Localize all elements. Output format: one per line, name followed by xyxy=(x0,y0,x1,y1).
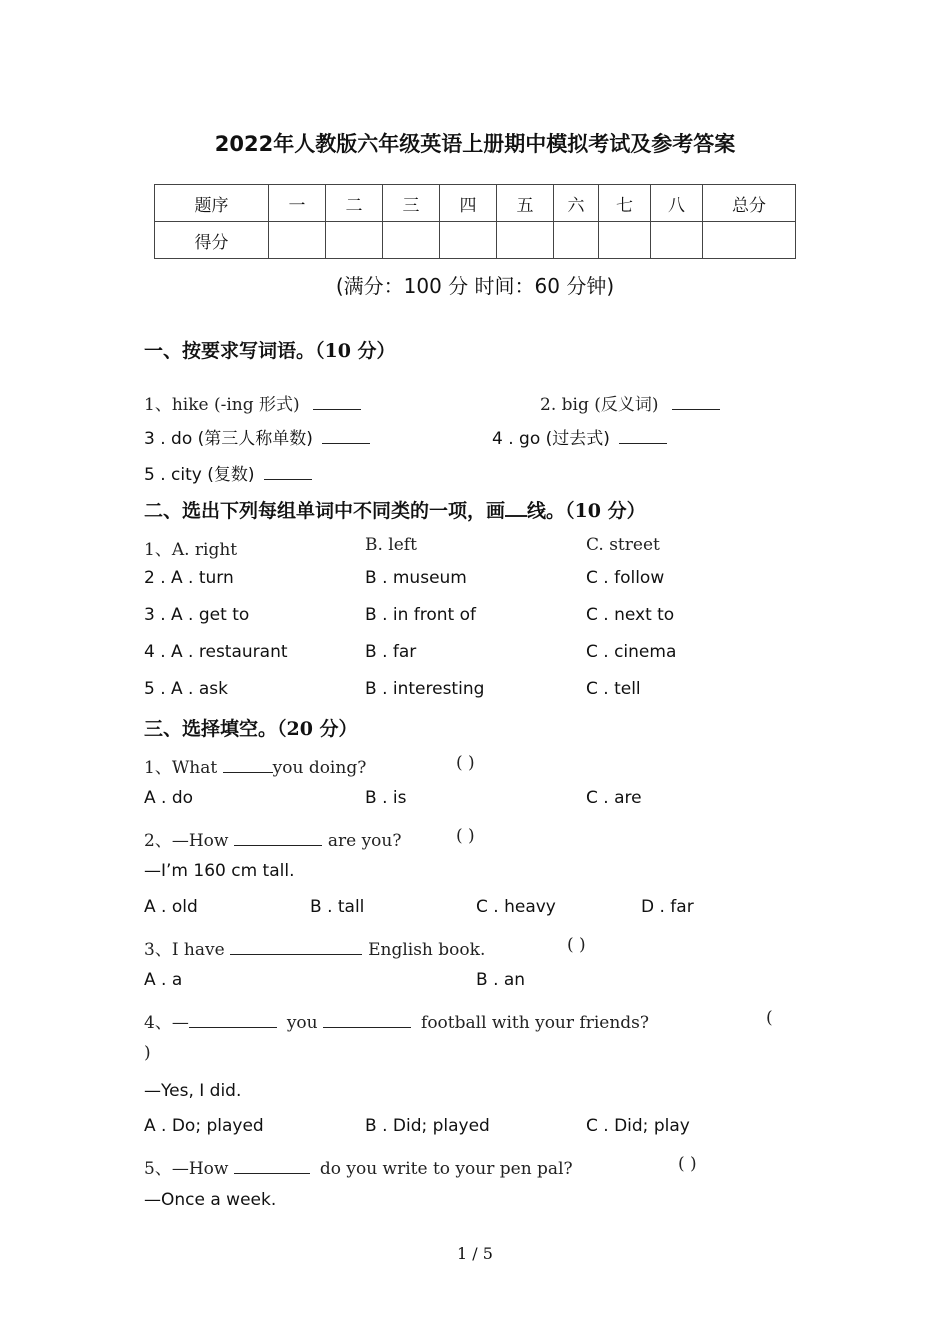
question-text: 3、I have xyxy=(144,940,225,960)
answer-paren[interactable]: ( ) xyxy=(567,935,586,955)
table-cell: 七 xyxy=(599,185,651,222)
question xyxy=(144,390,361,415)
option-c[interactable]: C . next to xyxy=(586,605,675,625)
score-cell[interactable] xyxy=(383,222,440,259)
option-a[interactable]: 1、A. right xyxy=(144,540,238,560)
answer-paren[interactable]: ( ) xyxy=(456,826,475,846)
question-text: you xyxy=(286,1013,318,1033)
answer-blank[interactable] xyxy=(234,831,322,846)
exam-info: (满分：100 分 时间：60 分钟) xyxy=(335,274,615,298)
option-c[interactable]: C . Did; play xyxy=(586,1116,690,1136)
dialog-reply: —Yes, I did. xyxy=(144,1081,242,1101)
option-b[interactable]: B . in front of xyxy=(365,605,477,625)
option-b[interactable]: B . tall xyxy=(310,897,365,917)
score-table-header-row xyxy=(155,185,796,222)
answer-blank[interactable] xyxy=(313,395,361,410)
table-cell: 题序 xyxy=(155,185,269,222)
question xyxy=(144,826,401,851)
score-cell[interactable] xyxy=(703,222,796,259)
answer-paren[interactable]: ( ) xyxy=(678,1154,697,1174)
question xyxy=(144,1008,649,1033)
question xyxy=(144,460,312,485)
answer-paren-close: ) xyxy=(144,1043,151,1063)
question-text: you doing? xyxy=(272,758,367,778)
option-c[interactable]: C . cinema xyxy=(586,642,677,662)
dialog-reply: —Once a week. xyxy=(144,1190,277,1210)
answer-blank[interactable] xyxy=(619,429,667,444)
question-text: 5 . city (复数) xyxy=(144,465,255,485)
score-cell[interactable] xyxy=(269,222,326,259)
score-cell[interactable] xyxy=(497,222,554,259)
page-number: 1 / 5 xyxy=(457,1244,493,1263)
table-cell: 总分 xyxy=(703,185,796,222)
answer-blank[interactable] xyxy=(230,940,362,955)
answer-blank[interactable] xyxy=(672,395,720,410)
answer-blank[interactable] xyxy=(323,1013,411,1028)
answer-blank[interactable] xyxy=(264,465,312,480)
option-c[interactable]: C . follow xyxy=(586,568,665,588)
table-cell: 五 xyxy=(497,185,554,222)
score-cell[interactable] xyxy=(440,222,497,259)
heading-text: 二、选出下列每组单词中不同类的一项，画 xyxy=(144,500,506,522)
question-text: 4 . go (过去式) xyxy=(492,429,610,449)
answer-paren-open[interactable]: ( xyxy=(766,1008,773,1028)
question xyxy=(492,424,667,449)
option-a[interactable]: A . do xyxy=(144,788,194,808)
option-a[interactable]: 5 . A . ask xyxy=(144,679,228,699)
option-d[interactable]: D . far xyxy=(641,897,694,917)
answer-blank[interactable] xyxy=(189,1013,277,1028)
answer-blank[interactable] xyxy=(223,758,273,773)
section-2-heading xyxy=(144,496,646,523)
option-a[interactable]: A . Do; played xyxy=(144,1116,264,1136)
question-text: do you write to your pen pal? xyxy=(319,1159,573,1179)
score-cell[interactable] xyxy=(599,222,651,259)
table-cell: 一 xyxy=(269,185,326,222)
question-text: 5、—How xyxy=(144,1159,229,1179)
option-b[interactable]: B . interesting xyxy=(365,679,485,699)
question-text: are you? xyxy=(327,831,402,851)
option-a[interactable]: A . a xyxy=(144,970,183,990)
option-b[interactable]: B . is xyxy=(365,788,407,808)
question xyxy=(144,935,485,960)
option-a[interactable]: 3 . A . get to xyxy=(144,605,250,625)
question xyxy=(144,753,366,778)
table-cell: 得分 xyxy=(155,222,269,259)
question-text: 1、hike (-ing 形式) xyxy=(144,395,300,415)
score-cell[interactable] xyxy=(326,222,383,259)
question-text: 4、— xyxy=(144,1013,189,1033)
option-b[interactable]: B . museum xyxy=(365,568,467,588)
option-a[interactable]: 2 . A . turn xyxy=(144,568,234,588)
score-cell[interactable] xyxy=(554,222,599,259)
option-b[interactable]: B . far xyxy=(365,642,417,662)
question-text: 3 . do (第三人称单数) xyxy=(144,429,313,449)
answer-blank[interactable] xyxy=(322,429,370,444)
table-cell: 四 xyxy=(440,185,497,222)
option-b[interactable]: B . Did; played xyxy=(365,1116,490,1136)
table-cell: 二 xyxy=(326,185,383,222)
score-table xyxy=(154,184,796,259)
score-cell[interactable] xyxy=(651,222,703,259)
question xyxy=(144,1154,573,1179)
option-c[interactable]: C . heavy xyxy=(476,897,556,917)
answer-blank[interactable] xyxy=(234,1159,310,1174)
question-text: 1、What xyxy=(144,758,218,778)
question-text: English book. xyxy=(368,940,486,960)
question-text: 2、—How xyxy=(144,831,229,851)
section-3-heading: 三、选择填空。（20 分） xyxy=(144,718,358,740)
option-c[interactable]: C . are xyxy=(586,788,642,808)
answer-paren[interactable]: ( ) xyxy=(456,753,475,773)
table-cell: 六 xyxy=(554,185,599,222)
question xyxy=(144,424,370,449)
page-title: 2022年人教版六年级英语上册期中模拟考试及参考答案 xyxy=(214,132,736,156)
heading-underline xyxy=(505,499,527,517)
option-b[interactable]: B . an xyxy=(476,970,526,990)
section-1-heading: 一、按要求写词语。（10 分） xyxy=(144,340,396,362)
table-cell: 八 xyxy=(651,185,703,222)
question-text: 2. big (反义词) xyxy=(540,395,659,415)
dialog-reply: —I’m 160 cm tall. xyxy=(144,861,295,881)
option-a[interactable]: A . old xyxy=(144,897,198,917)
table-cell: 三 xyxy=(383,185,440,222)
score-table-score-row xyxy=(155,222,796,259)
option-c[interactable]: C. street xyxy=(586,535,660,555)
option-a[interactable]: 4 . A . restaurant xyxy=(144,642,288,662)
heading-text: 线。（10 分） xyxy=(527,500,646,522)
question xyxy=(540,390,720,415)
option-b[interactable]: B. left xyxy=(365,535,417,555)
option-c[interactable]: C . tell xyxy=(586,679,641,699)
question-text: football with your friends? xyxy=(421,1013,649,1033)
